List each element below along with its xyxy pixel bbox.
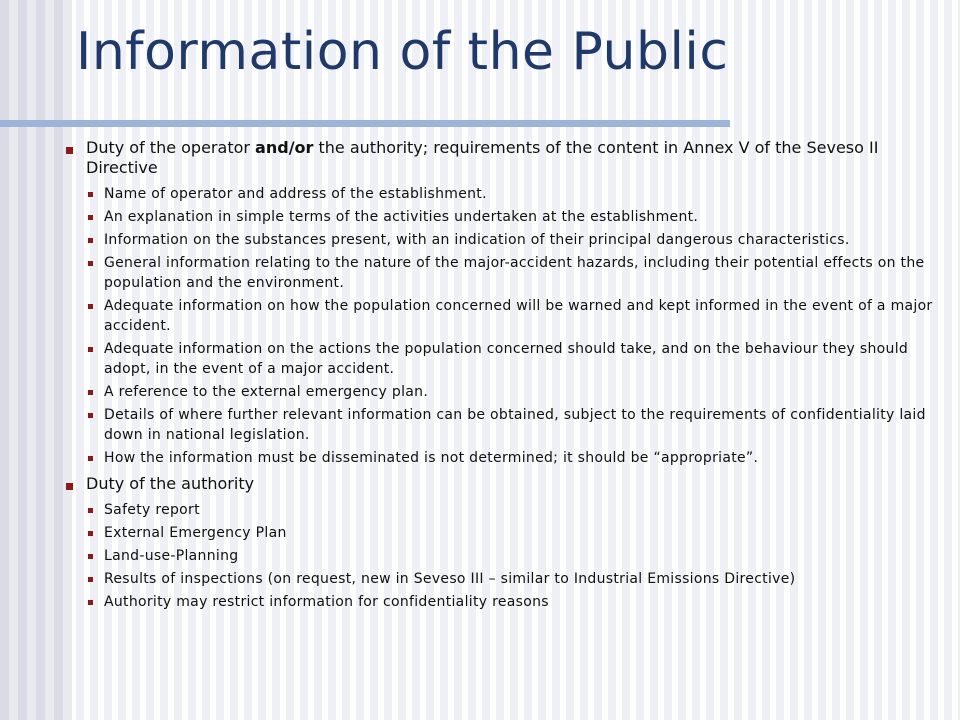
list-item: An explanation in simple terms of the activities undertaken at the establishment. (86, 207, 944, 227)
list-item: Results of inspections (on request, new in Seveso III – similar to Industrial Emissions Directive) (86, 569, 944, 589)
background-stripe-band (0, 0, 72, 720)
list-item: Safety report (86, 500, 944, 520)
section-operator-authority (64, 138, 944, 468)
list-item: General information relating to the nature of the major-accident hazards, including their potential effects on the population and the environment. (86, 253, 944, 293)
list-item: Name of operator and address of the establishment. (86, 184, 944, 204)
section-authority (64, 474, 944, 612)
section-text-before: Duty of the operator (86, 138, 256, 157)
list-item: Adequate information on how the population concerned will be warned and kept informed in the event of a major accident. (86, 296, 944, 336)
list-item: Authority may restrict information for confidentiality reasons (86, 592, 944, 612)
slide-body (64, 138, 944, 618)
section-text-bold: and/or (255, 138, 314, 157)
list-item: External Emergency Plan (86, 523, 944, 543)
list-item: Information on the substances present, with an indication of their principal dangerous characteristics. (86, 230, 944, 250)
section-text-after: the authority; requirements of the content in Annex V of the Seveso II Directive (86, 138, 879, 177)
title-underline (0, 120, 730, 127)
sub-bullet-list (86, 184, 944, 468)
slide-title: Information of the Public (76, 22, 729, 82)
list-item: A reference to the external emergency plan. (86, 382, 944, 402)
list-item: Land-use-Planning (86, 546, 944, 566)
section-heading: Duty of the authority (86, 474, 255, 493)
list-item: Adequate information on the actions the population concerned should take, and on the behaviour they should adopt, in the event of a major accident. (86, 339, 944, 379)
list-item: How the information must be disseminated is not determined; it should be “appropriate”. (86, 448, 944, 468)
sub-bullet-list (86, 500, 944, 612)
bullet-list (64, 138, 944, 612)
list-item: Details of where further relevant information can be obtained, subject to the requirements of confidentiality laid down in national legislation. (86, 405, 944, 445)
